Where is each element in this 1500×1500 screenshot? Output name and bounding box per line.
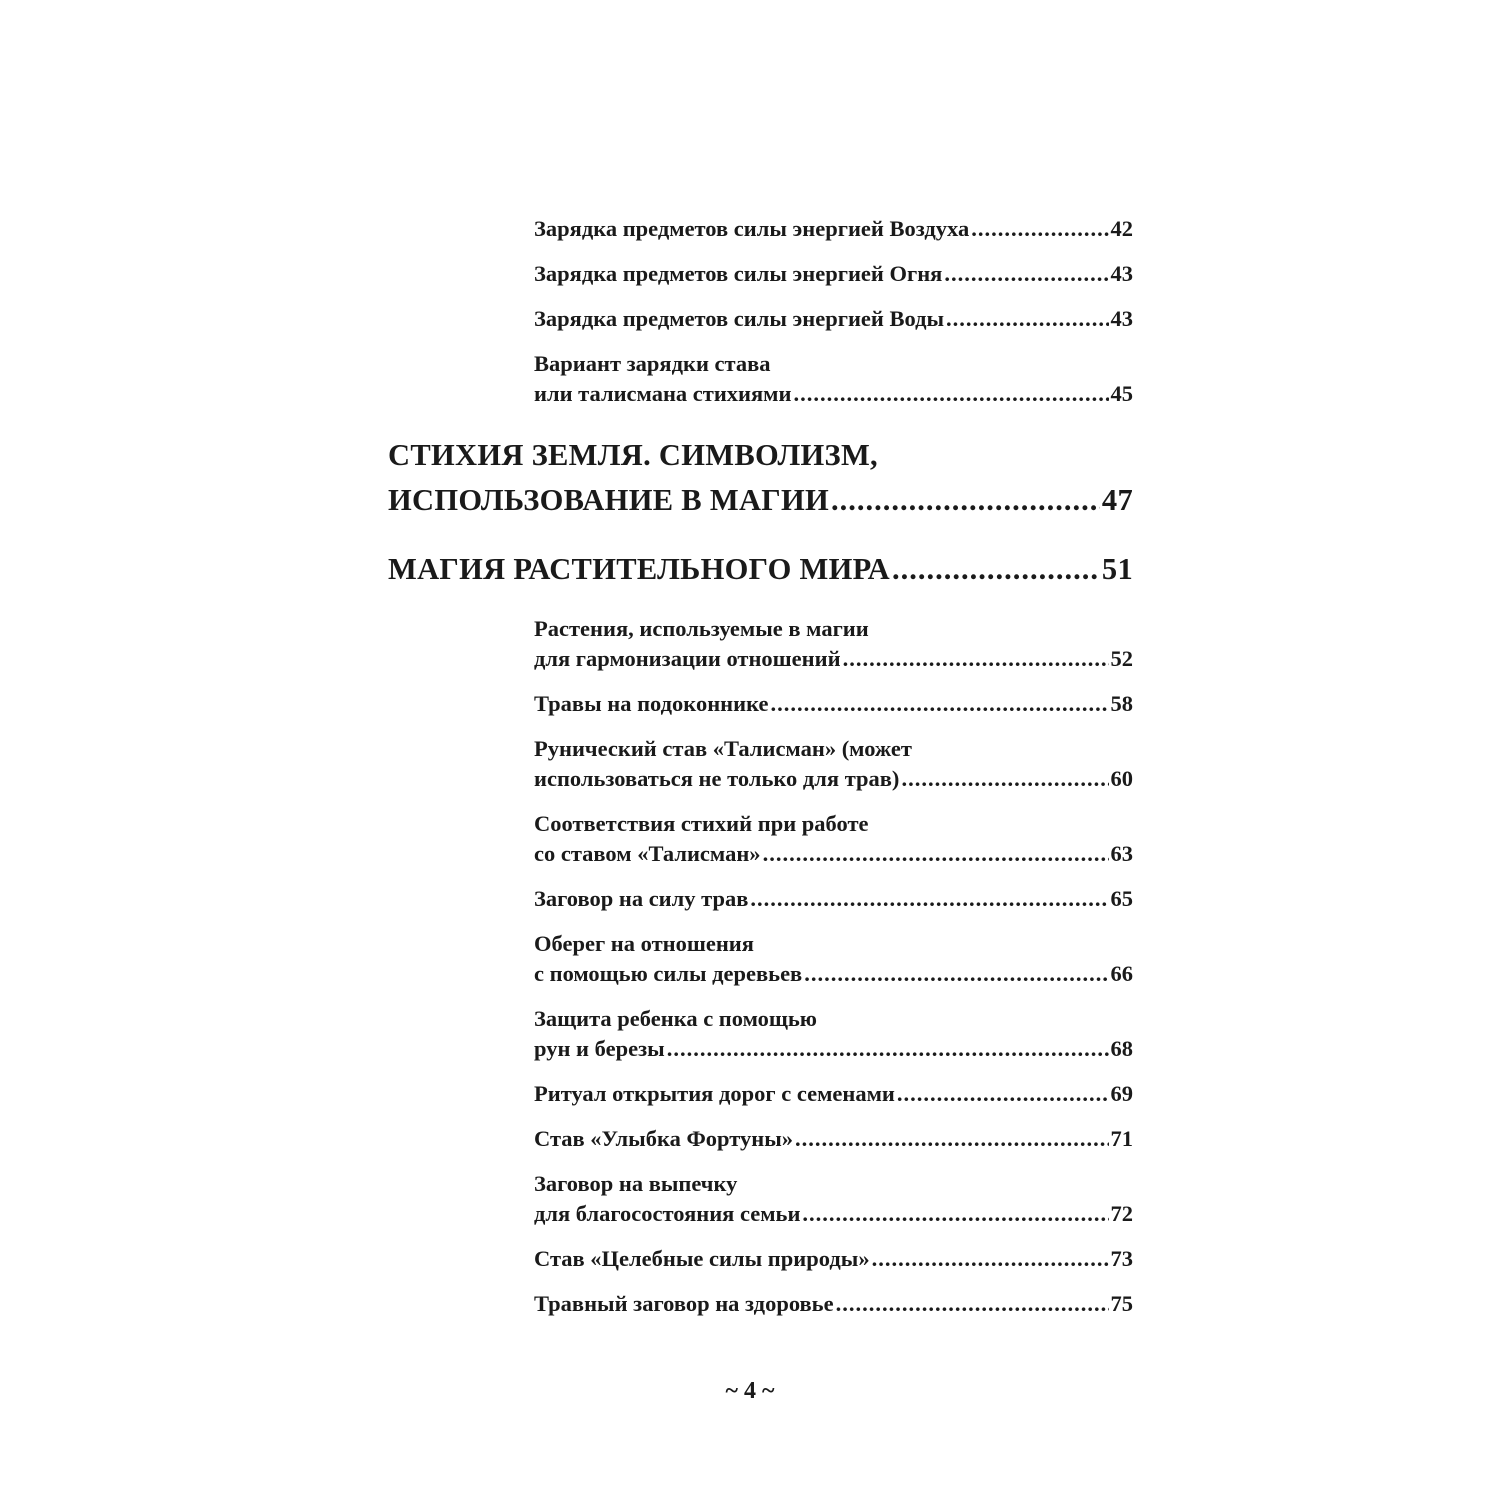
- toc-title-line: Зарядка предметов силы энергией Огня: [534, 261, 943, 286]
- toc-entry-row: [534, 839, 1133, 869]
- toc-title-line: СТИХИЯ ЗЕМЛЯ. СИМВОЛИЗМ,: [388, 438, 878, 472]
- dot-leader: [750, 884, 1108, 914]
- toc-title-line: Став «Целебные силы природы»: [534, 1246, 870, 1271]
- toc-title-line: Зарядка предметов силы энергией Воды: [534, 306, 945, 331]
- toc-page-number: 65: [1110, 886, 1133, 911]
- dot-leader: [793, 379, 1108, 409]
- dot-leader: [802, 1199, 1108, 1229]
- toc-entry: [534, 734, 1133, 794]
- toc-page-number: 51: [1101, 552, 1133, 586]
- toc-entry: [534, 259, 1133, 289]
- toc-entry-row: [534, 259, 1133, 289]
- toc-entry-row: [534, 304, 1133, 334]
- toc-title-line: Став «Улыбка Фортуны»: [534, 1126, 794, 1151]
- toc-page-number: 66: [1110, 961, 1133, 986]
- table-of-contents: [388, 214, 1133, 1334]
- toc-title-line: для гармонизации отношений: [534, 646, 841, 671]
- toc-entry-row: [388, 478, 1133, 523]
- toc-entry: [534, 1289, 1133, 1319]
- toc-page-number: 73: [1110, 1246, 1133, 1271]
- toc-entry-row: [534, 1034, 1133, 1064]
- toc-chapter: [388, 547, 1133, 592]
- toc-page-number: 71: [1110, 1126, 1133, 1151]
- dot-leader: [971, 214, 1108, 244]
- dot-leader: [944, 259, 1108, 289]
- toc-entry: [534, 1079, 1133, 1109]
- toc-page-number: 63: [1110, 841, 1133, 866]
- toc-title-line: ИСПОЛЬЗОВАНИЕ В МАГИИ: [388, 483, 830, 517]
- dot-leader: [763, 839, 1109, 869]
- dot-leader: [872, 1244, 1109, 1274]
- toc-entry: [534, 1004, 1133, 1064]
- dot-leader: [771, 689, 1109, 719]
- toc-title-line: со ставом «Талисман»: [534, 841, 761, 866]
- toc-entry: [534, 689, 1133, 719]
- toc-entry: [534, 1244, 1133, 1274]
- toc-title-line: рун и березы: [534, 1036, 665, 1061]
- toc-entry-row: [534, 959, 1133, 989]
- toc-page-number: 58: [1110, 691, 1133, 716]
- toc-page-number: 42: [1110, 216, 1133, 241]
- toc-page-number: 60: [1110, 766, 1133, 791]
- toc-title-line: использоваться не только для трав): [534, 766, 900, 791]
- toc-page-number: 43: [1110, 261, 1133, 286]
- toc-title-line: МАГИЯ РАСТИТЕЛЬНОГО МИРА: [388, 552, 891, 586]
- toc-title-line: Травный заговор на здоровье: [534, 1291, 834, 1316]
- toc-title-line: Вариант зарядки става: [534, 351, 771, 376]
- toc-chapter: [388, 433, 1133, 523]
- toc-entry: [534, 214, 1133, 244]
- dot-leader: [946, 304, 1108, 334]
- toc-entry: [534, 1124, 1133, 1154]
- toc-entry: [534, 349, 1133, 409]
- toc-entry: [534, 304, 1133, 334]
- toc-entry: [534, 884, 1133, 914]
- dot-leader: [795, 1124, 1108, 1154]
- dot-leader: [901, 764, 1108, 794]
- toc-title-line: Соответствия стихий при работе: [534, 811, 869, 836]
- toc-title-line: Заговор на выпечку: [534, 1171, 738, 1196]
- toc-entry-row: [534, 644, 1133, 674]
- toc-page-number: 43: [1110, 306, 1133, 331]
- toc-page-number: 75: [1110, 1291, 1133, 1316]
- toc-page-number: 69: [1110, 1081, 1133, 1106]
- toc-entry: [534, 614, 1133, 674]
- toc-title-line: Рунический став «Талисман» (может: [534, 736, 912, 761]
- toc-entry-row: [388, 547, 1133, 592]
- toc-entry: [534, 809, 1133, 869]
- toc-entry-row: [534, 884, 1133, 914]
- toc-entry-row: [534, 689, 1133, 719]
- page-number: ~ 4 ~: [725, 1378, 775, 1404]
- toc-title-line: с помощью силы деревьев: [534, 961, 803, 986]
- dot-leader: [836, 1289, 1109, 1319]
- dot-leader: [667, 1034, 1109, 1064]
- toc-entry-row: [534, 1199, 1133, 1229]
- toc-title-line: или талисмана стихиями: [534, 381, 792, 406]
- toc-page-number: 45: [1110, 381, 1133, 406]
- toc-title-line: Травы на подоконнике: [534, 691, 769, 716]
- toc-entry-row: [534, 1124, 1133, 1154]
- toc-title-line: Зарядка предметов силы энергией Воздуха: [534, 216, 970, 241]
- toc-title-line: Растения, используемые в магии: [534, 616, 869, 641]
- dot-leader: [843, 644, 1109, 674]
- toc-page-number: 68: [1110, 1036, 1133, 1061]
- dot-leader: [892, 547, 1100, 592]
- toc-title-line: Защита ребенка с помощью: [534, 1006, 817, 1031]
- toc-page-number: 72: [1110, 1201, 1133, 1226]
- toc-entry-row: [534, 1289, 1133, 1319]
- toc-entry-row: [534, 214, 1133, 244]
- dot-leader: [804, 959, 1108, 989]
- toc-entry-row: [534, 764, 1133, 794]
- toc-title-line: для благосостояния семьи: [534, 1201, 801, 1226]
- toc-page-number: 52: [1110, 646, 1133, 671]
- toc-entry-row: [534, 1244, 1133, 1274]
- toc-entry-row: [534, 379, 1133, 409]
- toc-title-line: Ритуал открытия дорог с семенами: [534, 1081, 895, 1106]
- toc-title-line: Заговор на силу трав: [534, 886, 749, 911]
- dot-leader: [897, 1079, 1109, 1109]
- toc-title-line: Оберег на отношения: [534, 931, 754, 956]
- dot-leader: [831, 478, 1100, 523]
- toc-entry: [534, 929, 1133, 989]
- toc-entry: [534, 1169, 1133, 1229]
- toc-page-number: 47: [1101, 483, 1133, 517]
- toc-entry-row: [534, 1079, 1133, 1109]
